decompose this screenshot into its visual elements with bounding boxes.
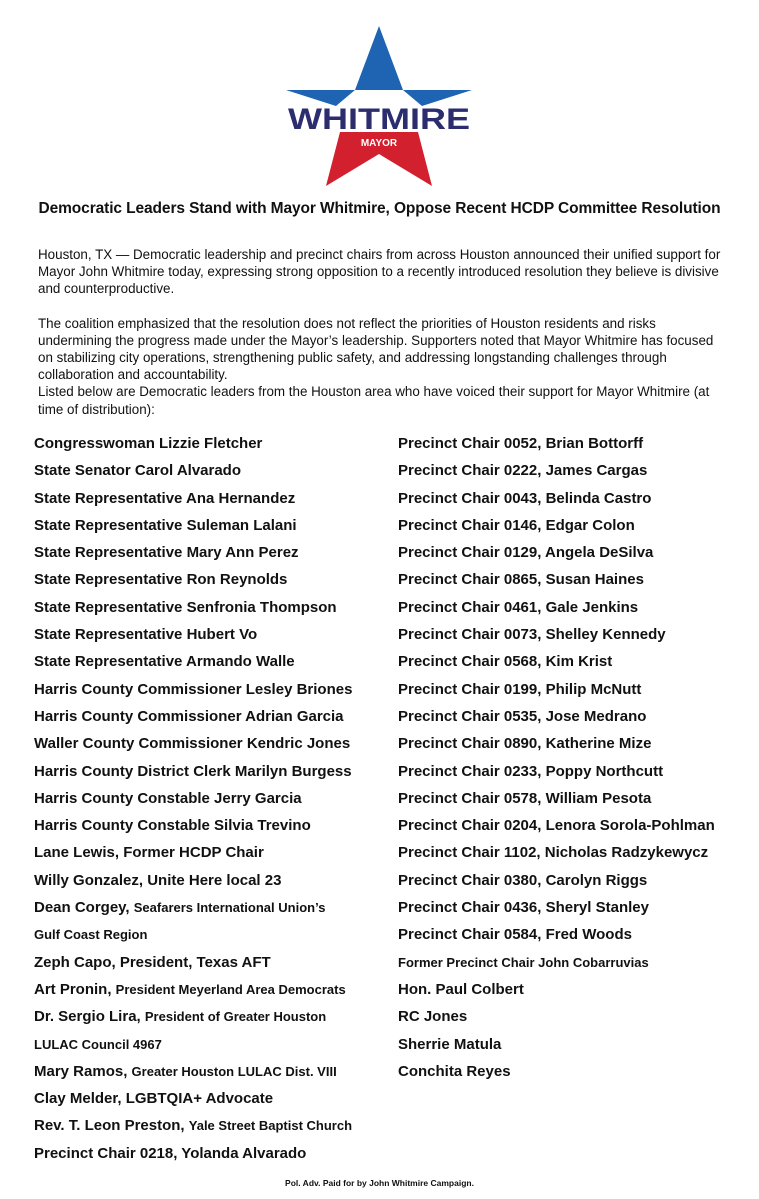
supporter-list-item (398, 871, 753, 898)
supporter-name: Harris County Constable Jerry Garcia (34, 789, 302, 807)
supporter-name: Mary Ramos, (34, 1062, 132, 1080)
supporter-name: Precinct Chair 0584, Fred Woods (398, 926, 632, 944)
supporter-name: Precinct Chair 0146, Edgar Colon (398, 516, 635, 534)
supporter-list-item (34, 570, 394, 597)
logo-title: MAYOR (360, 138, 398, 149)
supporter-affiliation: Yale Street Baptist Church (188, 1118, 353, 1134)
logo-first-name: JOHN (365, 94, 393, 105)
supporter-list-item (398, 516, 753, 543)
supporter-list-item (398, 762, 753, 789)
supporter-name: Precinct Chair 0129, Angela DeSilva (398, 544, 654, 562)
supporter-name: Harris County Constable Silvia Trevino (34, 817, 311, 835)
supporter-list-item (34, 652, 394, 679)
supporter-list-item (34, 871, 394, 898)
supporter-list-item (34, 1116, 394, 1143)
paragraph-list-intro: Listed below are Democratic leaders from the Houston area who have voiced their support for Mayor Whitmire (at time of distribution): (38, 384, 710, 417)
supporter-name: State Representative Mary Ann Perez (34, 544, 299, 562)
supporter-list-item (398, 734, 753, 761)
supporter-list-item (34, 1062, 394, 1089)
supporter-name: Harris County Commissioner Adrian Garcia (34, 707, 344, 725)
supporter-name: Precinct Chair 0073, Shelley Kennedy (398, 626, 666, 644)
supporter-list-item (398, 816, 753, 843)
logo-last-name: WHITMIRE (288, 103, 470, 136)
supporter-name: Congresswoman Lizzie Fletcher (34, 435, 263, 452)
supporter-name: State Representative Suleman Lalani (34, 516, 297, 534)
supporter-name: Precinct Chair 0199, Philip McNutt (398, 680, 642, 698)
supporter-name: State Representative Senfronia Thompson (34, 598, 337, 616)
paid-for-disclaimer: Pol. Adv. Paid for by John Whitmire Campaign. (285, 1178, 474, 1188)
supporter-affiliation: Greater Houston LULAC Dist. VIII (131, 1063, 337, 1079)
supporter-name: Precinct Chair 0535, Jose Medrano (398, 707, 647, 725)
supporter-list-item (34, 816, 394, 843)
supporter-affiliation: President of Greater Houston (144, 1009, 327, 1025)
supporter-name: Rev. T. Leon Preston, (34, 1117, 189, 1135)
supporter-name: Precinct Chair 0052, Brian Bottorff (398, 435, 644, 452)
supporter-affiliation: LULAC Council 4967 (34, 1036, 162, 1052)
supporter-list-item (398, 789, 753, 816)
supporter-list-item (34, 843, 394, 870)
supporter-name: Waller County Commissioner Kendric Jones (34, 735, 351, 753)
supporter-list-item (34, 625, 394, 652)
supporter-name: Precinct Chair 0461, Gale Jenkins (398, 598, 639, 616)
supporter-list-item (34, 516, 394, 543)
supporter-list-item (34, 1089, 394, 1116)
supporter-name: Precinct Chair 0204, Lenora Sorola-Pohlman (398, 817, 715, 835)
supporter-name: State Representative Armando Walle (34, 653, 295, 671)
supporter-list-item (398, 652, 753, 679)
supporter-name: Lane Lewis, Former HCDP Chair (34, 844, 264, 862)
supporter-name: Precinct Chair 0578, William Pesota (398, 789, 652, 807)
supporter-list-item (34, 1007, 394, 1034)
supporter-list-item (34, 762, 394, 789)
supporters-right-column (398, 434, 753, 1089)
supporter-list-item (34, 1144, 394, 1171)
supporter-name: Dean Corgey, (34, 899, 134, 917)
supporter-list-item (34, 925, 394, 952)
supporter-name: State Senator Carol Alvarado (34, 462, 242, 480)
supporter-affiliation: Gulf Coast Region (34, 927, 148, 943)
supporter-name: Precinct Chair 0890, Katherine Mize (398, 735, 652, 753)
supporter-name: Precinct Chair 0436, Sheryl Stanley (398, 899, 649, 917)
supporter-list-item (398, 461, 753, 488)
logo-star-top (355, 26, 403, 90)
paragraph-intro: Houston, TX — Democratic leadership and precinct chairs from across Houston announced their unified support for Mayor John Whitmire today, expressing strong opposition to a recently introduced resolution they believe is divisive and counterproductive. (38, 247, 721, 297)
paragraph-coalition: The coalition emphasized that the resolution does not reflect the priorities of Houston residents and risks undermining the progress made under the Mayor’s leadership. Supporters noted that Mayor Whitmire has focused on stabilizing city operations, strengthening public safety, and addressing longstanding challenges through collaboration and accountability. (38, 315, 714, 383)
supporter-list-item (34, 598, 394, 625)
supporter-name: Precinct Chair 0222, James Cargas (398, 462, 648, 480)
supporter-name: Art Pronin, (34, 980, 116, 998)
supporter-list-item (398, 680, 753, 707)
supporter-name: Precinct Chair 0233, Poppy Northcutt (398, 762, 664, 780)
supporter-list-item (398, 598, 753, 625)
supporter-name: Dr. Sergio Lira, (34, 1008, 145, 1026)
supporter-name: Hon. Paul Colbert (398, 980, 524, 998)
supporter-list-item (398, 434, 753, 461)
supporter-name: Harris County Commissioner Lesley Briones (34, 680, 353, 698)
supporter-name: Precinct Chair 0380, Carolyn Riggs (398, 871, 648, 889)
supporter-name: Sherrie Matula (398, 1035, 502, 1053)
supporter-list-item (398, 898, 753, 925)
supporter-name: Conchita Reyes (398, 1062, 511, 1080)
supporter-list-item (34, 489, 394, 516)
supporter-list-item (398, 489, 753, 516)
supporter-name: State Representative Ron Reynolds (34, 571, 288, 589)
supporter-name: Precinct Chair 0043, Belinda Castro (398, 489, 652, 507)
supporter-list-item (34, 734, 394, 761)
supporter-name: State Representative Ana Hernandez (34, 489, 296, 507)
supporter-list-item (34, 680, 394, 707)
supporter-list-item (34, 543, 394, 570)
supporter-name: Precinct Chair 0568, Kim Krist (398, 653, 613, 671)
supporter-list-item (398, 1062, 753, 1089)
headline: Democratic Leaders Stand with Mayor Whitmire, Oppose Recent HCDP Committee Resolution (38, 200, 721, 217)
supporter-name: Zeph Capo, President, Texas AFT (34, 953, 271, 971)
supporter-list-item (398, 625, 753, 652)
supporter-list-item (34, 980, 394, 1007)
supporters-left-column (34, 434, 394, 1171)
supporter-list-item (398, 570, 753, 597)
supporter-name: Precinct Chair 0865, Susan Haines (398, 571, 644, 589)
supporter-affiliation: Former Precinct Chair John Cobarruvias (398, 954, 649, 970)
supporter-list-item (34, 1035, 394, 1062)
supporter-list-item (34, 789, 394, 816)
supporter-list-item (34, 898, 394, 925)
supporter-list-item (34, 953, 394, 980)
supporter-name: RC Jones (398, 1008, 468, 1026)
supporter-name: Clay Melder, LGBTQIA+ Advocate (34, 1090, 274, 1108)
supporter-affiliation: President Meyerland Area Democrats (115, 981, 346, 997)
press-release-body (38, 246, 728, 418)
supporter-name: Precinct Chair 0218, Yolanda Alvarado (34, 1144, 307, 1162)
supporter-list-item (398, 707, 753, 734)
supporter-list-item (398, 925, 753, 952)
supporter-affiliation: Seafarers International Union’s (133, 900, 326, 916)
supporter-list-item (398, 1007, 753, 1034)
supporter-list-item (34, 434, 394, 461)
supporter-list-item (34, 461, 394, 488)
supporter-name: Harris County District Clerk Marilyn Burgess (34, 762, 352, 780)
supporter-list-item (34, 707, 394, 734)
supporter-list-item (398, 543, 753, 570)
supporter-name: Precinct Chair 1102, Nicholas Radzykewycz (398, 844, 709, 862)
supporter-list-item (398, 843, 753, 870)
supporter-name: Willy Gonzalez, Unite Here local 23 (34, 871, 282, 889)
supporter-list-item (398, 980, 753, 1007)
supporter-list-item (398, 1035, 753, 1062)
supporter-list-item (398, 953, 753, 980)
supporter-name: State Representative Hubert Vo (34, 626, 258, 644)
whitmire-mayor-logo (284, 26, 474, 188)
